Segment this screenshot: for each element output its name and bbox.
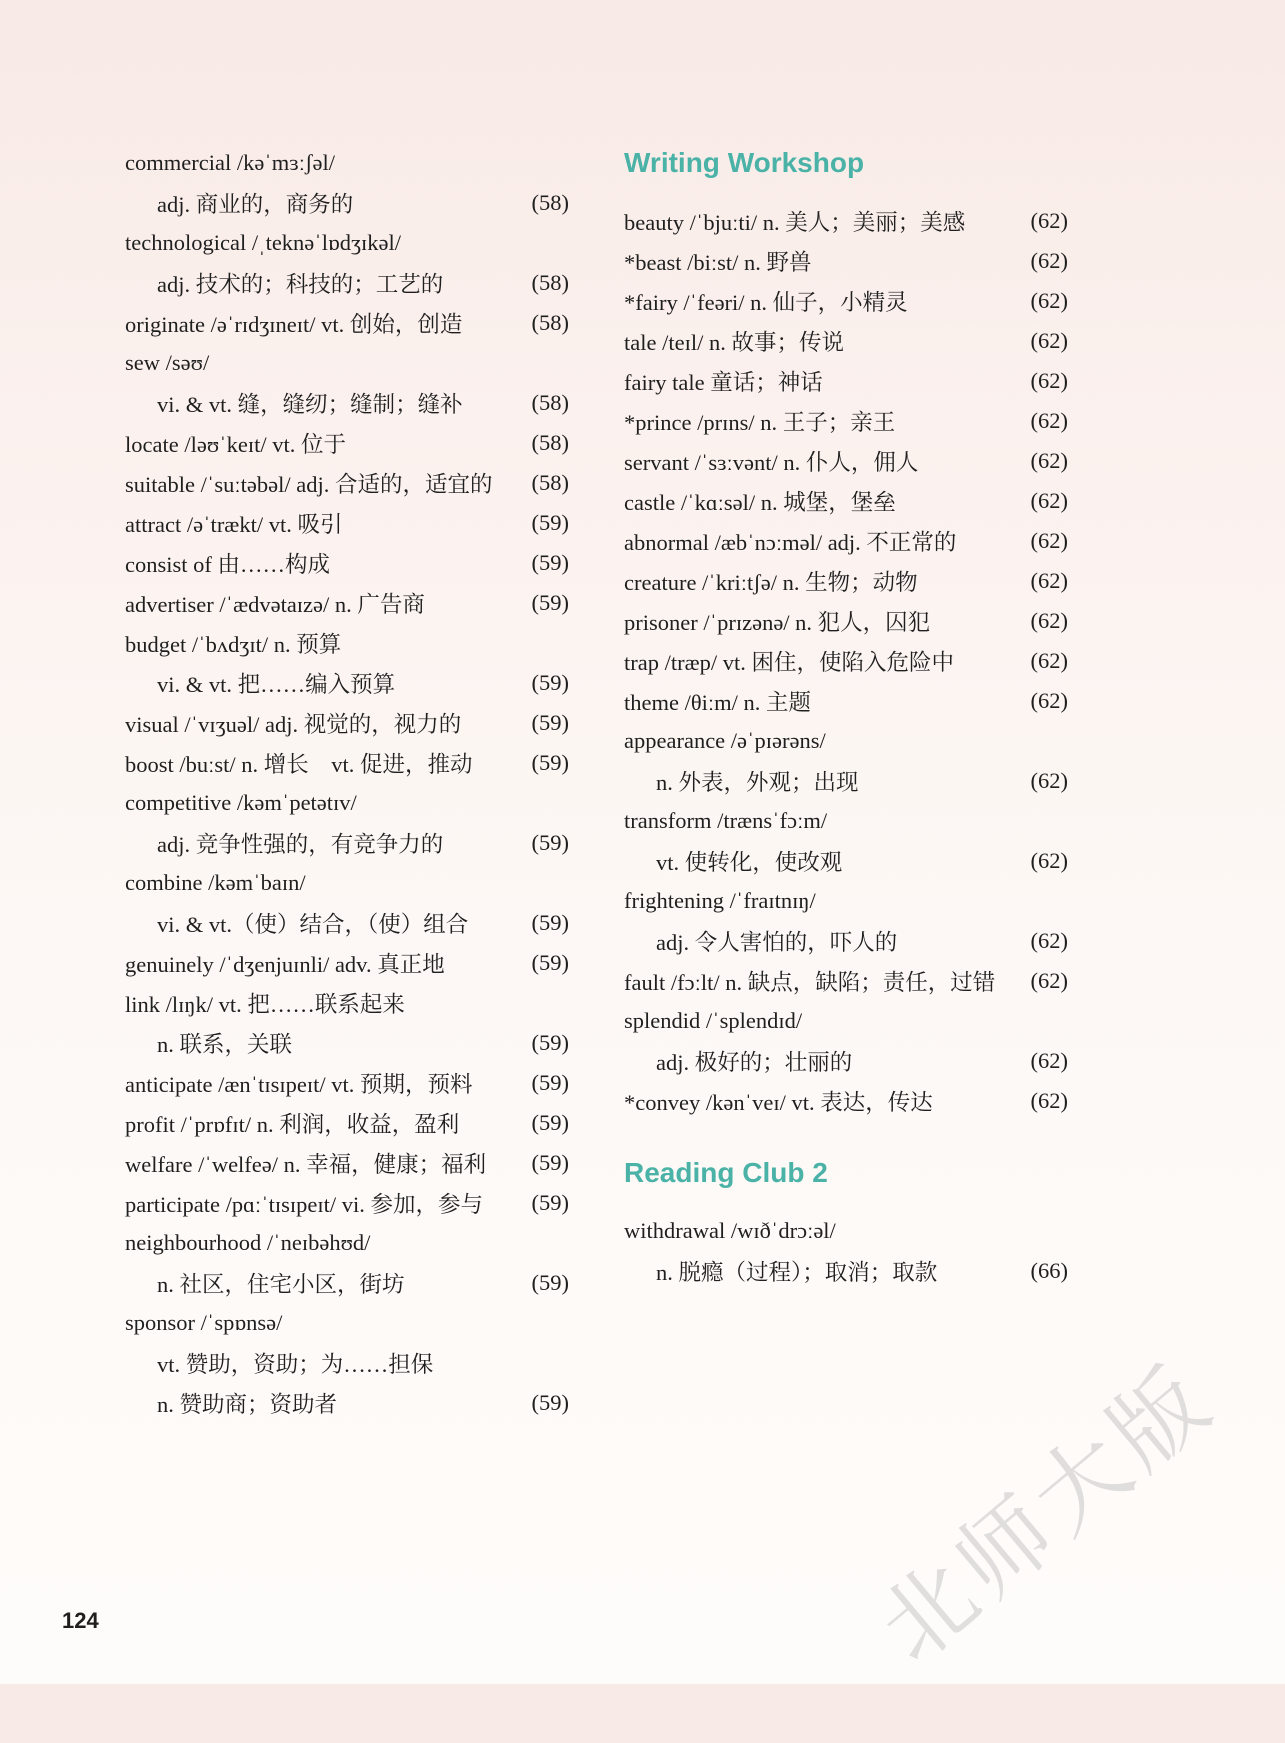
vocab-text: appearance /əˈpɪərəns/ <box>624 728 826 753</box>
vocab-page-ref: (62) <box>1030 648 1068 673</box>
vocab-entry <box>624 201 1068 241</box>
vocab-text: adj. 竞争性强的，有竞争力的 <box>157 832 444 857</box>
vocab-text: *prince /prɪns/ n. 王子；亲王 <box>624 410 896 435</box>
vocab-page-ref: (59) <box>531 950 569 975</box>
vocab-page-ref: (59) <box>531 670 569 695</box>
vocab-page-ref: (62) <box>1030 1088 1068 1113</box>
vocab-text: n. 联系，关联 <box>157 1032 293 1057</box>
vocab-text: budget /ˈbʌdʒɪt/ n. 预算 <box>125 632 342 657</box>
vocab-text: sew /səʊ/ <box>125 350 210 375</box>
vocab-entry <box>125 1023 569 1063</box>
vocab-page-ref: (62) <box>1030 688 1068 713</box>
vocab-text: *beast /biːst/ n. 野兽 <box>624 250 812 275</box>
vocab-text: frightening /ˈfraɪtnɪŋ/ <box>624 888 816 913</box>
vocab-text: castle /ˈkɑːsəl/ n. 城堡，堡垒 <box>624 490 896 515</box>
vocab-text: n. 赞助商；资助者 <box>157 1392 338 1417</box>
vocab-entry <box>624 561 1068 601</box>
vocab-text: n. 外表，外观；出现 <box>656 770 859 795</box>
vocab-page-ref: (59) <box>531 550 569 575</box>
vocab-entry <box>125 823 569 863</box>
vocab-text: servant /ˈsɜːvənt/ n. 仆人，佣人 <box>624 450 919 475</box>
vocab-page-ref: (62) <box>1030 608 1068 633</box>
vocab-page-ref: (59) <box>531 1150 569 1175</box>
vocab-entry <box>624 881 1068 921</box>
vocab-page-ref: (58) <box>531 310 569 335</box>
vocab-entry <box>125 1343 569 1383</box>
vocab-text: originate /əˈrɪdʒɪneɪt/ vt. 创始，创造 <box>125 312 463 337</box>
vocab-entry <box>624 1081 1068 1121</box>
vocab-entry <box>125 383 569 423</box>
vocab-page-ref: (59) <box>531 1270 569 1295</box>
left-column <box>125 143 569 1423</box>
vocab-entry <box>125 463 569 503</box>
vocab-page-ref: (62) <box>1030 848 1068 873</box>
vocab-entry <box>624 841 1068 881</box>
vocab-page-ref: (62) <box>1030 408 1068 433</box>
vocab-entry <box>125 1063 569 1103</box>
vocab-text: participate /pɑːˈtɪsɪpeɪt/ vi. 参加，参与 <box>125 1192 483 1217</box>
vocab-text: *convey /kənˈveɪ/ vt. 表达，传达 <box>624 1090 933 1115</box>
vocab-page-ref: (59) <box>531 590 569 615</box>
vocab-page-ref: (59) <box>531 1390 569 1415</box>
vocab-entry <box>125 1303 569 1343</box>
vocab-entry <box>125 863 569 903</box>
vocab-text: profit /ˈprɒfɪt/ n. 利润，收益，盈利 <box>125 1112 460 1137</box>
vocab-entry <box>624 521 1068 561</box>
vocab-page-ref: (59) <box>531 910 569 935</box>
vocab-entry <box>125 183 569 223</box>
vocab-page-ref: (62) <box>1030 368 1068 393</box>
vocab-page-ref: (58) <box>531 190 569 215</box>
vocab-entry <box>125 143 569 183</box>
vocab-text: theme /θiːm/ n. 主题 <box>624 690 812 715</box>
vocab-text: anticipate /ænˈtɪsɪpeɪt/ vt. 预期，预料 <box>125 1072 473 1097</box>
vocab-text: *fairy /ˈfeəri/ n. 仙子，小精灵 <box>624 290 908 315</box>
vocab-entry <box>624 321 1068 361</box>
vocab-text: vi. & vt.（使）结合，（使）组合 <box>157 912 469 937</box>
vocab-text: technological /ˌteknəˈlɒdʒɪkəl/ <box>125 230 402 255</box>
vocab-entry <box>125 1263 569 1303</box>
vocab-entry <box>125 223 569 263</box>
vocab-text: adj. 技术的；科技的；工艺的 <box>157 272 444 297</box>
vocab-page-ref: (62) <box>1030 928 1068 953</box>
vocab-entry <box>624 721 1068 761</box>
vocab-page-ref: (59) <box>531 1110 569 1135</box>
vocab-page-ref: (62) <box>1030 528 1068 553</box>
vocab-entry <box>624 1001 1068 1041</box>
vocab-page-ref: (58) <box>531 270 569 295</box>
vocab-page-ref: (62) <box>1030 208 1068 233</box>
vocab-entry <box>125 703 569 743</box>
vocab-page-ref: (59) <box>531 1030 569 1055</box>
vocab-entry <box>125 1223 569 1263</box>
vocab-entry <box>125 543 569 583</box>
vocab-text: visual /ˈvɪʒuəl/ adj. 视觉的，视力的 <box>125 712 462 737</box>
vocab-text: commercial /kəˈmɜːʃəl/ <box>125 150 335 175</box>
vocab-entry <box>125 1183 569 1223</box>
vocab-text: trap /træp/ vt. 困住，使陷入危险中 <box>624 650 954 675</box>
vocab-text: vt. 使转化，使改观 <box>656 850 843 875</box>
vocab-text: splendid /ˈsplendɪd/ <box>624 1008 803 1033</box>
vocab-text: n. 脱瘾（过程）；取消；取款 <box>656 1260 938 1285</box>
vocab-entry <box>125 943 569 983</box>
vocab-page-ref: (62) <box>1030 568 1068 593</box>
vocab-page-ref: (62) <box>1030 248 1068 273</box>
vocab-page-ref: (62) <box>1030 488 1068 513</box>
vocab-page-ref: (58) <box>531 390 569 415</box>
vocab-text: prisoner /ˈprɪzənə/ n. 犯人，囚犯 <box>624 610 931 635</box>
vocab-entry <box>125 583 569 623</box>
vocab-entry <box>624 1251 1068 1291</box>
vocab-page-ref: (62) <box>1030 968 1068 993</box>
vocab-entry <box>624 641 1068 681</box>
vocab-entry <box>624 801 1068 841</box>
vocab-entry <box>624 1211 1068 1251</box>
vocab-text: abnormal /æbˈnɔːməl/ adj. 不正常的 <box>624 530 957 555</box>
vocab-entry <box>125 303 569 343</box>
vocab-entry <box>125 1103 569 1143</box>
vocab-text: genuinely /ˈdʒenjuɪnli/ adv. 真正地 <box>125 952 445 977</box>
vocab-entry <box>125 503 569 543</box>
vocab-entry <box>624 361 1068 401</box>
vocab-text: creature /ˈkriːtʃə/ n. 生物；动物 <box>624 570 918 595</box>
vocab-entry <box>624 1041 1068 1081</box>
vocab-text: locate /ləʊˈkeɪt/ vt. 位于 <box>125 432 347 457</box>
vocab-entry <box>125 1383 569 1423</box>
vocab-page-ref: (62) <box>1030 448 1068 473</box>
vocab-entry <box>125 783 569 823</box>
vocab-text: sponsor /ˈspɒnsə/ <box>125 1310 283 1335</box>
vocab-text: fairy tale 童话；神话 <box>624 370 823 395</box>
vocab-text: n. 社区，住宅小区，街坊 <box>157 1272 405 1297</box>
vocab-text: neighbourhood /ˈneɪbəhʊd/ <box>125 1230 371 1255</box>
vocab-entry <box>624 401 1068 441</box>
vocab-text: tale /teɪl/ n. 故事；传说 <box>624 330 844 355</box>
vocab-page-ref: (62) <box>1030 288 1068 313</box>
vocab-text: fault /fɔːlt/ n. 缺点，缺陷；责任，过错 <box>624 970 996 995</box>
vocab-entry <box>624 921 1068 961</box>
watermark: 北师大版 <box>859 1343 1235 1683</box>
vocab-entry <box>624 481 1068 521</box>
vocab-page-ref: (59) <box>531 830 569 855</box>
vocab-text: competitive /kəmˈpetətɪv/ <box>125 790 357 815</box>
vocab-entry <box>624 241 1068 281</box>
vocab-page-ref: (62) <box>1030 328 1068 353</box>
vocab-page-ref: (59) <box>531 750 569 775</box>
vocab-text: link /lɪŋk/ vt. 把……联系起来 <box>125 992 405 1017</box>
vocab-entry <box>125 263 569 303</box>
vocab-text: vi. & vt. 缝，缝纫；缝制；缝补 <box>157 392 463 417</box>
vocab-text: attract /əˈtrækt/ vt. 吸引 <box>125 512 343 537</box>
vocab-entry <box>125 663 569 703</box>
section-entries-writing-workshop <box>624 201 1068 1121</box>
vocab-entry <box>624 681 1068 721</box>
vocab-entry <box>125 1143 569 1183</box>
vocab-page-ref: (58) <box>531 430 569 455</box>
vocab-text: welfare /ˈwelfeə/ n. 幸福，健康；福利 <box>125 1152 487 1177</box>
vocab-entry <box>624 961 1068 1001</box>
vocab-entry <box>624 761 1068 801</box>
vocab-text: combine /kəmˈbaɪn/ <box>125 870 306 895</box>
vocab-text: adj. 商业的，商务的 <box>157 192 354 217</box>
vocab-entry <box>624 441 1068 481</box>
section-title-writing-workshop: Writing Workshop <box>624 147 865 178</box>
vocab-page-ref: (62) <box>1030 1048 1068 1073</box>
vocab-entry <box>125 743 569 783</box>
vocab-text: adj. 令人害怕的，吓人的 <box>656 930 898 955</box>
vocab-text: vi. & vt. 把……编入预算 <box>157 672 396 697</box>
vocab-text: consist of 由……构成 <box>125 552 330 577</box>
vocab-page-ref: (59) <box>531 1190 569 1215</box>
vocab-entry <box>125 343 569 383</box>
section-title-reading-club: Reading Club 2 <box>624 1157 828 1188</box>
vocab-entry <box>125 983 569 1023</box>
page-number: 124 <box>62 1608 99 1633</box>
vocab-page-ref: (59) <box>531 710 569 735</box>
vocab-entry <box>125 623 569 663</box>
vocab-entry <box>125 903 569 943</box>
vocab-page-ref: (66) <box>1030 1258 1068 1283</box>
vocab-text: withdrawal /wɪðˈdrɔːəl/ <box>624 1218 836 1243</box>
vocab-entry <box>125 423 569 463</box>
right-column <box>624 143 1068 1291</box>
vocab-entry <box>624 601 1068 641</box>
vocab-text: vt. 赞助，资助；为……担保 <box>157 1352 434 1377</box>
vocab-text: transform /trænsˈfɔːm/ <box>624 808 828 833</box>
vocab-page-ref: (59) <box>531 510 569 535</box>
vocab-entry <box>624 281 1068 321</box>
vocab-text: advertiser /ˈædvətaɪzə/ n. 广告商 <box>125 592 425 617</box>
vocab-page-ref: (62) <box>1030 768 1068 793</box>
vocab-text: beauty /ˈbjuːti/ n. 美人；美丽；美感 <box>624 210 966 235</box>
vocab-text: suitable /ˈsuːtəbəl/ adj. 合适的，适宜的 <box>125 472 493 497</box>
vocab-text: boost /buːst/ n. 增长 vt. 促进，推动 <box>125 752 473 777</box>
vocab-page-ref: (59) <box>531 1070 569 1095</box>
vocab-page-ref: (58) <box>531 470 569 495</box>
section-entries-reading-club <box>624 1211 1068 1291</box>
vocab-text: adj. 极好的；壮丽的 <box>656 1050 853 1075</box>
